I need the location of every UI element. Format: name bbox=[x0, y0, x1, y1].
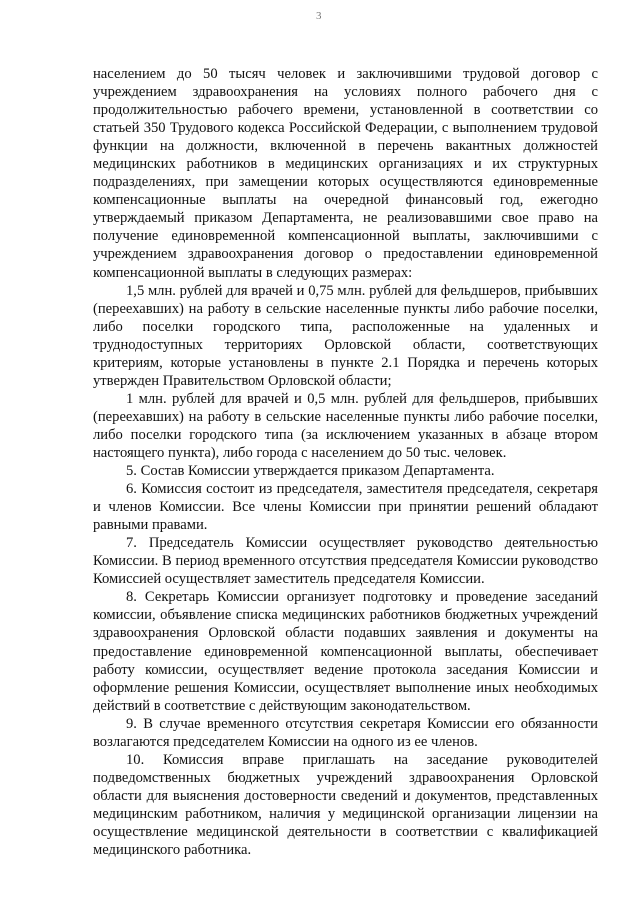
paragraph-continuation: населением до 50 тысяч человек и заключившими трудовой договор с учреждением здравоохранения на условиях полного рабочего дня с продолжительностью рабочего времени, установленной в соответствии со статьей 350 Трудового кодекса Российской Федерации, с выполнением трудовой функции на должности, включенной в перечень вакантных должностей медицинских работников в медицинских организациях и их структурных подразделениях, при замещении которых осуществляются единовременные компенсационные выплаты на очередной финансовый год, ежегодно утверждаемый приказом Департамента, не реализовавшими свое право на получение единовременной компенсационной выплаты, заключившими с учреждением здравоохранения договор о предоставлении единовременной компенсационной выплаты в следующих размерах: bbox=[93, 66, 598, 281]
paragraph-item-6: 6. Комиссия состоит из председателя, заместителя председателя, секретаря и членов Комиссии. Все члены Комиссии при принятии решений обладают равными правами. bbox=[93, 481, 598, 534]
paragraph-item-10: 10. Комиссия вправе приглашать на заседание руководителей подведомственных бюджетных учреждений здравоохранения Орловской области для выяснения достоверности сведений и документов, представленных медицинским работником, наличия у медицинской организации лицензии на осуществление медицинской деятельности в соответствии с квалификацией медицинского работника. bbox=[93, 751, 598, 859]
document-page bbox=[93, 65, 598, 859]
paragraph-payment-remote: 1,5 млн. рублей для врачей и 0,75 млн. рублей для фельдшеров, прибывших (переехавших) на работу в сельские населенные пункты либо рабочие поселки, либо поселки городского типа, расположенные на удаленных и труднодоступных территориях Орловской области, соответствующих критериям, которые установлены в пункте 2.1 Порядка и перечень которых утвержден Правительством Орловской области; bbox=[93, 282, 598, 389]
paragraph-payment-rural: 1 млн. рублей для врачей и 0,5 млн. рублей для фельдшеров, прибывших (переехавших) на работу в сельские населенные пункты либо рабочие поселки, либо поселки городского типа (за исключением указанных в абзаце втором настоящего пункта), либо города с населением до 50 тыс. человек. bbox=[93, 390, 598, 461]
paragraph-item-9: 9. В случае временного отсутствия секретаря Комиссии его обязанности возлагаются председателем Комиссии на одного из ее членов. bbox=[93, 715, 598, 750]
paragraph-item-8: 8. Секретарь Комиссии организует подготовку и проведение заседаний комиссии, объявление списка медицинских работников бюджетных учреждений здравоохранения Орловской области подавших заявления и документы на предоставление единовременной компенсационной выплаты, обеспечивает работу комиссии, осуществляет ведение протокола заседания Комиссии и оформление решения Комиссии, осуществляет выполнение иных необходимых действий в соответствие с действующим законодательством. bbox=[93, 589, 598, 714]
page-number: 3 bbox=[316, 10, 322, 22]
paragraph-item-7: 7. Председатель Комиссии осуществляет руководство деятельностью Комиссии. В период временного отсутствия председателя Комиссии руководство Комиссией осуществляет заместитель председателя Комиссии. bbox=[93, 535, 598, 588]
paragraph-item-5: 5. Состав Комиссии утверждается приказом Департамента. bbox=[126, 463, 495, 480]
